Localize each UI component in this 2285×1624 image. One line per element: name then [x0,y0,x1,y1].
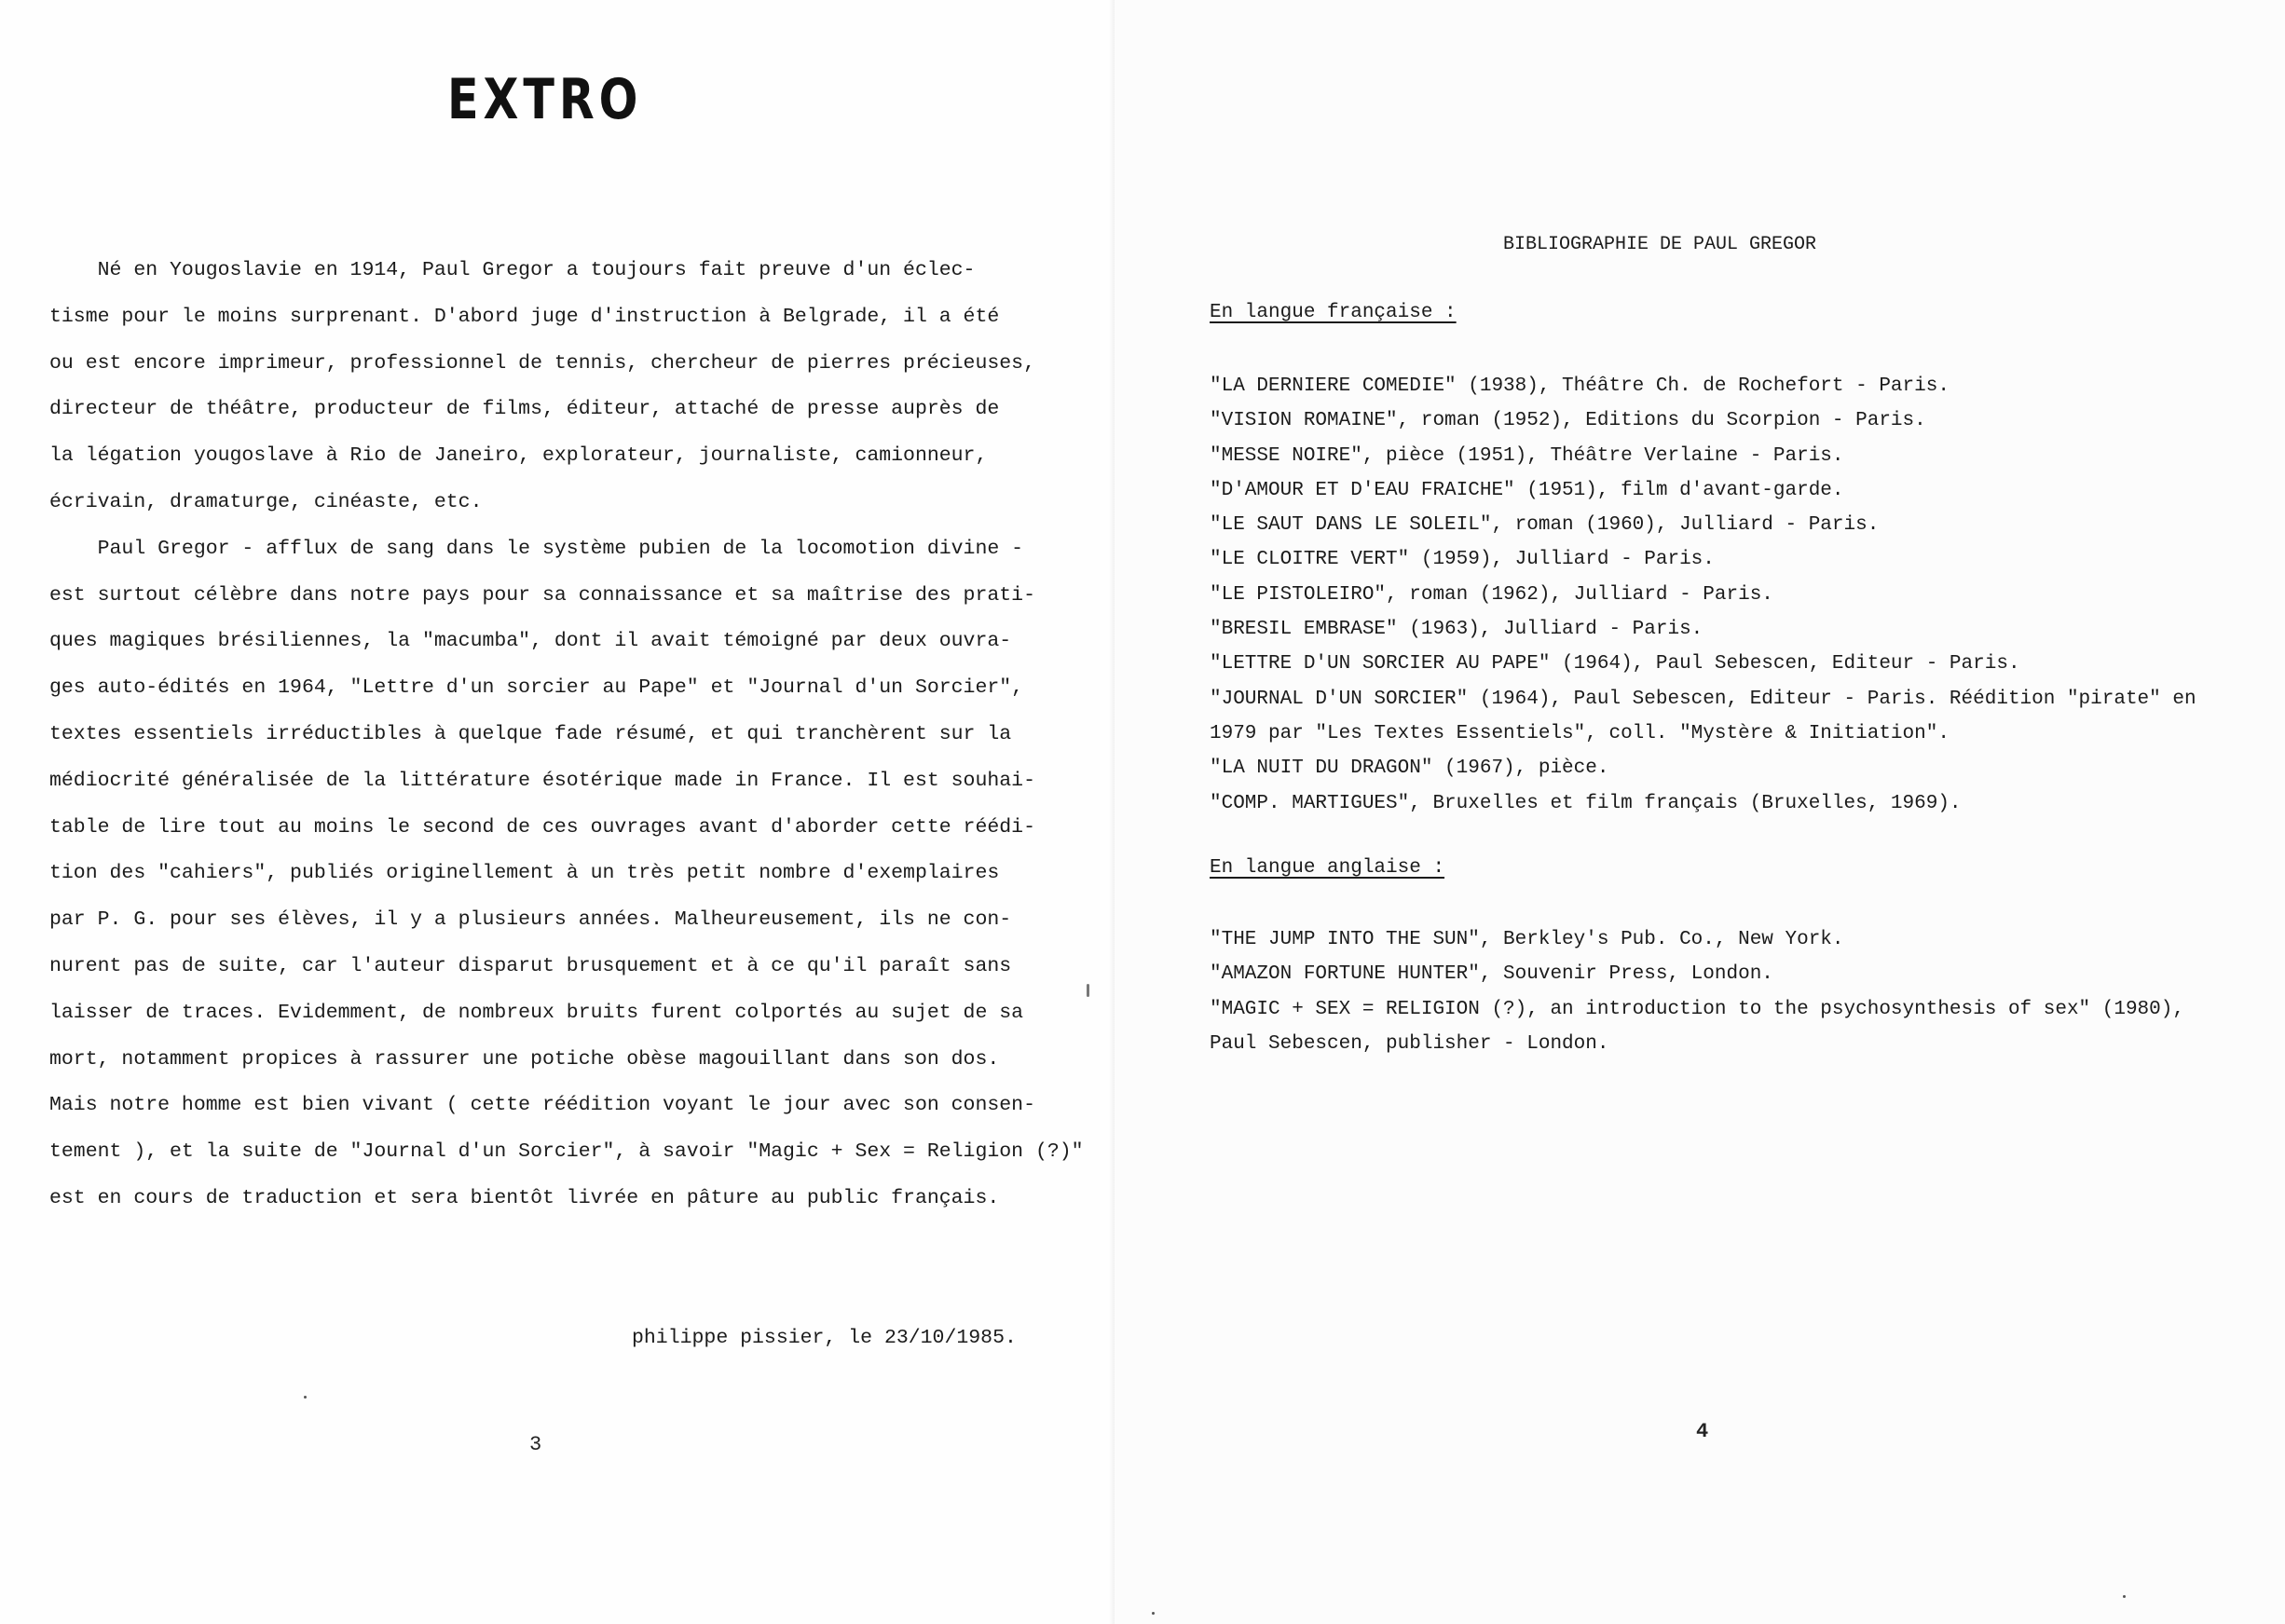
left-page [0,0,1115,1624]
list-item: "LETTRE D'UN SORCIER AU PAPE" (1964), Paul Sebescen, Editeur - Paris. [1210,653,2020,676]
text-line: tisme pour le moins surprenant. D'abord juge d'instruction à Belgrade, il a été [49,305,1000,328]
list-item: "LA NUIT DU DRAGON" (1967), pièce. [1210,757,1609,780]
french-bibliography-list [1210,369,2196,821]
list-item: Paul Sebescen, publisher - London. [1210,1032,1609,1055]
text-line: directeur de théâtre, producteur de films, éditeur, attaché de presse auprès de [49,398,1000,421]
text-line: ges auto-édités en 1964, "Lettre d'un sorcier au Pape" et "Journal d'un Sorcier", [49,676,1024,700]
text-line: ques magiques brésiliennes, la "macumba", dont il avait témoigné par deux ouvra- [49,630,1012,653]
text-line: médiocrité généralisée de la littérature ésotérique made in France. Il est souhai- [49,769,1035,792]
list-item: "COMP. MARTIGUES", Bruxelles et film français (Bruxelles, 1969). [1210,792,1962,814]
list-item: "THE JUMP INTO THE SUN", Berkley's Pub. Co., New York. [1210,929,1844,950]
text-line: écrivain, dramaturge, cinéaste, etc. [49,490,483,513]
list-item: "LE SAUT DANS LE SOLEIL", roman (1960), Julliard - Paris. [1210,514,1880,537]
paper-speck [1087,984,1089,997]
english-bibliography-list [1210,922,2184,1061]
signature: philippe pissier, le 23/10/1985. [632,1327,1017,1349]
list-item: "LA DERNIERE COMEDIE" (1938), Théâtre Ch. de Rochefort - Paris. [1210,375,1950,397]
text-line: tion des "cahiers", publiés originellement à un très petit nombre d'exemplaires [49,862,1000,885]
text-line: mort, notamment propices à rassurer une potiche obèse magouillant dans son dos. [49,1047,1000,1071]
text-line: table de lire tout au moins le second de ces ouvrages avant d'aborder cette réédi- [49,815,1035,839]
text-line: par P. G. pour ses élèves, il y a plusieurs années. Malheureusement, ils ne con- [49,908,1012,932]
list-item: "D'AMOUR ET D'EAU FRAICHE" (1951), film d'avant-garde. [1210,479,1844,501]
text-line: textes essentiels irréductibles à quelque fade résumé, et qui tranchèrent sur la [49,722,1012,745]
text-line: laisser de traces. Evidemment, de nombreux bruits furent colportés au sujet de sa [49,1001,1024,1024]
paper-speck [304,1396,307,1399]
text-line: Mais notre homme est bien vivant ( cette réédition voyant le jour avec son consen- [49,1094,1035,1117]
section-french-heading: En langue française : [1210,302,1457,323]
list-item: "MESSE NOIRE", pièce (1951), Théâtre Verlaine - Paris. [1210,444,1844,467]
section-english-heading: En langue anglaise : [1210,857,1445,879]
text-line: ou est encore imprimeur, professionnel de tennis, chercheur de pierres précieuses, [49,351,1035,375]
text-line: nurent pas de suite, car l'auteur disparut brusquement et à ce qu'il paraît sans [49,954,1012,977]
list-item: "AMAZON FORTUNE HUNTER", Souvenir Press, London. [1210,963,1773,986]
page-number-left: 3 [529,1433,542,1456]
text-line: Paul Gregor - afflux de sang dans le système pubien de la locomotion divine - [49,537,1024,560]
text-line: est surtout célèbre dans notre pays pour sa connaissance et sa maîtrise des prati- [49,583,1035,607]
list-item: "LE PISTOLEIRO", roman (1962), Julliard - Paris. [1210,583,1773,606]
text-line: Né en Yougoslavie en 1914, Paul Gregor a toujours fait preuve d'un éclec- [49,259,976,281]
text-line: est en cours de traduction et sera bientôt livrée en pâture au public français. [49,1186,1000,1209]
list-item: 1979 par "Les Textes Essentiels", coll. "Mystère & Initiation". [1210,722,1950,744]
text-line: tement ), et la suite de "Journal d'un Sorcier", à savoir "Magic + Sex = Religion (?)" [49,1140,1084,1164]
intro-text [49,248,1102,1222]
list-item: "BRESIL EMBRASE" (1963), Julliard - Paris. [1210,619,1703,641]
list-item: "MAGIC + SEX = RELIGION (?), an introduction to the psychosynthesis of sex" (1980), [1210,998,2184,1020]
list-item: "LE CLOITRE VERT" (1959), Julliard - Paris. [1210,549,1715,571]
text-line: la légation yougoslave à Rio de Janeiro, explorateur, journaliste, camionneur, [49,444,988,468]
paper-speck [2123,1595,2126,1598]
list-item: "JOURNAL D'UN SORCIER" (1964), Paul Sebescen, Editeur - Paris. Réédition "pirate" en [1210,688,2196,710]
list-item: "VISION ROMAINE", roman (1952), Editions du Scorpion - Paris. [1210,410,1926,432]
paper-speck [1152,1612,1155,1615]
bibliography-heading: BIBLIOGRAPHIE DE PAUL GREGOR [1503,234,1817,255]
page-number-right: 4 [1696,1420,1709,1443]
page-title: EXTRO [447,67,643,132]
